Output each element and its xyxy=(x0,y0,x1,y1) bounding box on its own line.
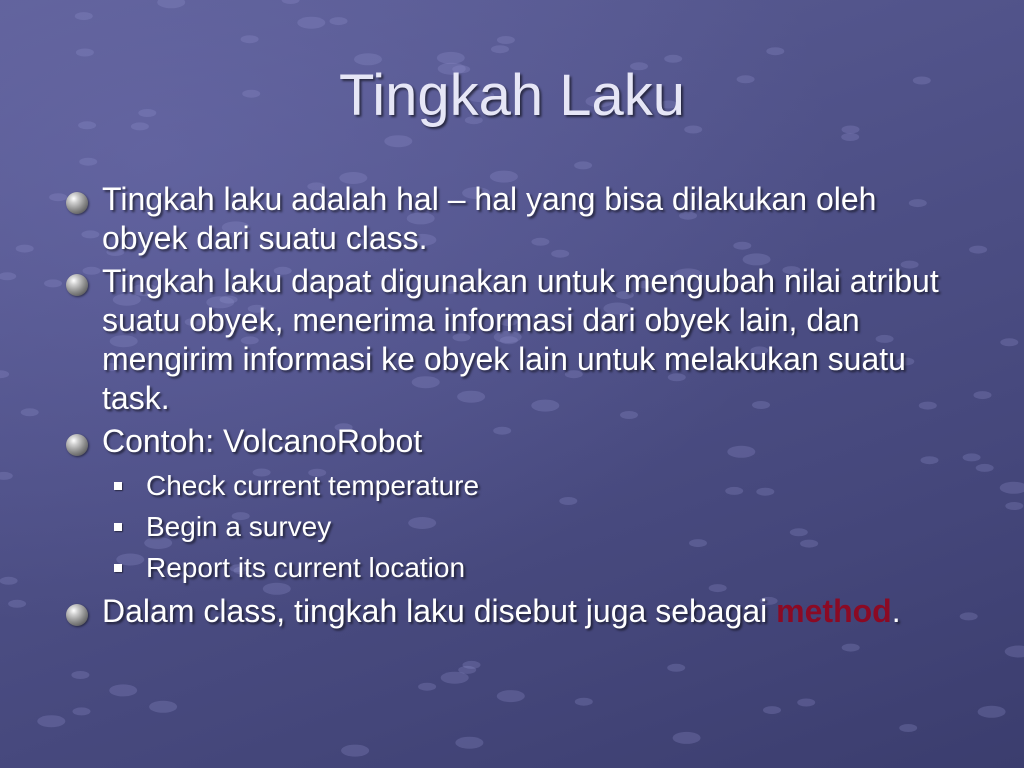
background-dot xyxy=(73,707,91,715)
background-dot xyxy=(0,577,18,585)
sub-bullet-text: Report its current location xyxy=(146,552,466,583)
background-dot xyxy=(978,706,1006,718)
background-dot xyxy=(157,0,185,8)
bullet-item xyxy=(64,422,964,461)
bullet-ball-icon xyxy=(66,434,88,456)
background-dot xyxy=(842,644,860,652)
background-dot xyxy=(491,45,509,53)
background-dot xyxy=(109,684,137,696)
background-dot xyxy=(21,408,39,416)
bullet-text: Tingkah laku dapat digunakan untuk mengubah nilai atribut suatu obyek, menerima informasi dari obyek lain, dan mengirim informasi ke obyek lain untuk melakukan suatu task. xyxy=(102,263,939,416)
square-bullet-icon xyxy=(114,564,122,572)
background-dot xyxy=(969,246,987,254)
background-dot xyxy=(1000,338,1018,346)
background-dot xyxy=(575,698,593,706)
background-dot xyxy=(71,671,89,679)
bullet-text-suffix: . xyxy=(891,593,901,629)
bullet-ball-icon xyxy=(66,192,88,214)
background-dot xyxy=(463,661,481,669)
square-bullet-icon xyxy=(114,523,122,531)
bullet-item xyxy=(64,262,964,418)
bullet-item xyxy=(64,180,964,258)
background-dot xyxy=(37,715,65,727)
background-dot xyxy=(241,35,259,43)
background-dot xyxy=(673,732,701,744)
bullet-text: Tingkah laku adalah hal – hal yang bisa dilakukan oleh obyek dari suatu class. xyxy=(102,181,877,256)
background-dot xyxy=(976,464,994,472)
background-dot xyxy=(766,47,784,55)
background-dot xyxy=(1005,646,1024,658)
background-dot xyxy=(79,158,97,166)
background-dot xyxy=(899,724,917,732)
background-dot xyxy=(330,17,348,25)
method-keyword: method xyxy=(776,593,892,629)
background-dot xyxy=(0,472,13,480)
background-dot xyxy=(44,279,62,287)
background-dot xyxy=(76,49,94,57)
sub-bullet-item xyxy=(64,547,964,588)
background-dot xyxy=(574,161,592,169)
background-dot xyxy=(75,12,93,20)
sub-bullet-item xyxy=(64,506,964,547)
background-dot xyxy=(497,36,515,44)
bullet-item xyxy=(64,592,964,631)
sub-bullet-text: Check current temperature xyxy=(146,470,480,501)
background-dot xyxy=(0,370,9,378)
background-dot xyxy=(841,133,859,141)
bullet-ball-icon xyxy=(66,274,88,296)
square-bullet-icon xyxy=(114,482,122,490)
background-dot xyxy=(441,672,469,684)
bullet-ball-icon xyxy=(66,604,88,626)
background-dot xyxy=(0,272,16,280)
slide-body xyxy=(64,180,964,635)
background-dot xyxy=(1005,502,1023,510)
background-dot xyxy=(297,17,325,29)
background-dot xyxy=(384,135,412,147)
background-dot xyxy=(149,701,177,713)
background-dot xyxy=(497,690,525,702)
background-dot xyxy=(8,600,26,608)
background-dot xyxy=(455,737,483,749)
bullet-text: Contoh: VolcanoRobot xyxy=(102,423,423,459)
bullet-text-prefix: Dalam class, tingkah laku disebut juga sebagai xyxy=(102,593,777,629)
background-dot xyxy=(282,0,300,4)
background-dot xyxy=(1000,482,1024,494)
background-dot xyxy=(16,245,34,253)
background-dot xyxy=(974,391,992,399)
background-dot xyxy=(341,745,369,757)
background-dot xyxy=(763,706,781,714)
background-dot xyxy=(963,453,981,461)
background-dot xyxy=(667,664,685,672)
background-dot xyxy=(797,699,815,707)
sub-bullet-item xyxy=(64,465,964,506)
slide-title: Tingkah Laku xyxy=(338,63,686,128)
background-dot xyxy=(418,683,436,691)
sub-bullet-text: Begin a survey xyxy=(146,511,332,542)
